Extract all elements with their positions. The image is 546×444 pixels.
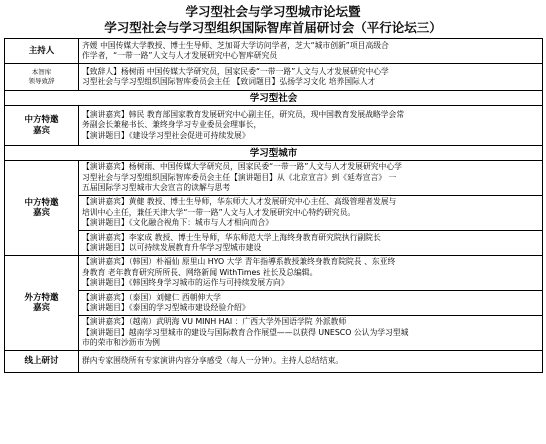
city-intl-row-3 bbox=[5, 316, 543, 351]
city-intl-b3-line-2: 【演讲题目】越南学习型城市的建设与国际教育合作展望——以获得 UNESCO 公认为学习型城 bbox=[82, 327, 409, 337]
society-guest-label bbox=[5, 106, 79, 146]
city-intl-b3-line-3: 市的荣市和沙沥市为例 bbox=[82, 338, 160, 348]
section-city-row bbox=[5, 146, 543, 161]
release-line-2: 习型社会与学习型组织国际智库委员会主任 【致词题目】弘扬学习文化 培养国际人才 bbox=[82, 77, 376, 86]
online-content bbox=[79, 351, 543, 373]
city-cn-b1-line-3: 五届国际学习型城市大会宣言的读解与思考 bbox=[82, 183, 231, 193]
city-intl-b2-line-2: 【演讲题目】《泰国的学习型城市建设经验介绍》 bbox=[82, 303, 250, 312]
city-cn-label-line-2: 嘉宾 bbox=[32, 208, 50, 218]
release-label bbox=[5, 64, 79, 91]
city-intl-row-2 bbox=[5, 291, 543, 316]
city-intl-label-line-2: 嘉宾 bbox=[32, 303, 50, 313]
city-cn-row-1 bbox=[5, 161, 543, 196]
city-cn-b2-line-2: 培训中心主任，兼任天津大学“一带一路”人文与人才发展研究中心特约研究员。 bbox=[82, 207, 356, 217]
host-line-2: 作学者，“一带一路”人文与人才发展研究中心智库研究员 bbox=[82, 51, 278, 60]
city-cn-b2-line-3: 【演讲题目】《文化融合视角下：城市与人才相向而合》 bbox=[82, 218, 274, 228]
section-society-heading: 学习型社会 bbox=[5, 91, 543, 106]
city-cn-block-2 bbox=[79, 196, 543, 231]
release-content bbox=[79, 64, 543, 91]
city-cn-block-3 bbox=[79, 231, 543, 256]
city-cn-label bbox=[5, 161, 79, 256]
host-label: 主持人 bbox=[5, 39, 79, 64]
city-cn-label-line-1: 中方特邀 bbox=[24, 197, 59, 208]
release-row bbox=[5, 64, 543, 91]
city-cn-b3-line-2: 【演讲题目】以可持续发展教育升华学习型城市建设 bbox=[82, 243, 262, 252]
society-guest-content bbox=[79, 106, 543, 146]
city-intl-b3-line-1: 【演讲嘉宾】（越南）武明海 VU MINH HAI ：广西大学外国语学院 外派教师 bbox=[82, 317, 347, 327]
society-guest-line-2: 务副会长兼秘书长、兼终身学习专业委员会理事长， bbox=[82, 120, 262, 130]
city-cn-b1-line-1: 【演讲嘉宾】杨树雨、中国传媒大学研究员，国家民委“一带一路”人文与人才发展研究中心学 bbox=[82, 162, 402, 172]
society-guest-line-1: 【演讲嘉宾】韩民 教育部国家教育发展研究中心副主任，研究员，现中国教育发展战略学会常 bbox=[82, 109, 405, 119]
release-line-1: 【致辞人】杨树雨 中国传媒大学研究员，国家民委“一带一路”人文与人才发展研究中心学 bbox=[82, 66, 389, 76]
society-guest-label-line-2: 嘉宾 bbox=[32, 125, 50, 136]
city-intl-block-1 bbox=[79, 256, 543, 291]
host-row bbox=[5, 39, 543, 64]
city-intl-b2-line-1: 【演讲嘉宾】（泰国）刘健仁 西朝伸大学 bbox=[82, 292, 221, 302]
city-intl-row-1 bbox=[5, 256, 543, 291]
page-subtitle: 学习型社会与学习型组织国际智库首届研讨会（平行论坛三） bbox=[104, 20, 442, 35]
host-content bbox=[79, 39, 543, 64]
online-label: 线上研讨 bbox=[5, 351, 79, 373]
city-intl-block-3 bbox=[79, 316, 543, 351]
city-cn-b2-line-1: 【演讲嘉宾】黄健 教授、博士生导师，华东师大人才发展研究中心主任、高级管理者发展与 bbox=[82, 197, 397, 207]
city-cn-row-3 bbox=[5, 231, 543, 256]
society-guest-label-line-1: 中方特邀 bbox=[24, 115, 59, 125]
city-intl-b1-line-2: 身教育 老年教育研究所所長、网络新闻 WithTimes 社长及总编辑。 bbox=[82, 267, 318, 277]
online-text: 群内专家围绕所有专家演讲内容分享感受（每人一分钟）。主持人总结结束。 bbox=[82, 356, 344, 366]
release-label-line-2: 领导致辞 bbox=[28, 77, 55, 85]
page-title: 学习型社会与学习型城市论坛暨 bbox=[185, 4, 361, 19]
release-label-line-1: 本智库 bbox=[31, 68, 52, 76]
city-intl-block-2 bbox=[79, 291, 543, 316]
section-society-row bbox=[5, 91, 543, 106]
host-line-1: 齐媛 中国传媒大学教授、博士生导师、芝加哥大学访问学者，芝大“城市创新”项目高级合 bbox=[82, 40, 389, 50]
online-row bbox=[5, 351, 543, 373]
city-cn-row-2 bbox=[5, 196, 543, 231]
society-guest-line-3: 【演讲题目】《建设学习型社会促进可持续发展》 bbox=[82, 130, 250, 140]
section-city-heading: 学习型城市 bbox=[5, 146, 543, 161]
city-intl-label bbox=[5, 256, 79, 351]
city-cn-b3-line-1: 【演讲嘉宾】李家成 教授、博士生导师，华东师范大学上海终身教育研究院执行副院长 bbox=[82, 232, 381, 242]
society-guest-row bbox=[5, 106, 543, 146]
city-intl-b1-line-1: 【演讲嘉宾】（韩国）朴福仙 原里山 HYO 大学 青年指導系教授兼终身教育院院長 、东亚终 bbox=[82, 257, 396, 267]
city-cn-b1-line-2: 习型社会与学习型组织国际智库委员会主任【演讲题目】从《北京宣言》到《延寿宣言》 一 bbox=[82, 172, 397, 182]
city-intl-label-line-1: 外方特邀 bbox=[24, 292, 59, 303]
city-cn-block-1 bbox=[79, 161, 543, 196]
agenda-table bbox=[4, 38, 543, 373]
city-intl-b1-line-3: 【演讲题目】《韩国终身学习城市的运作与可持续发展方向》 bbox=[82, 278, 289, 288]
